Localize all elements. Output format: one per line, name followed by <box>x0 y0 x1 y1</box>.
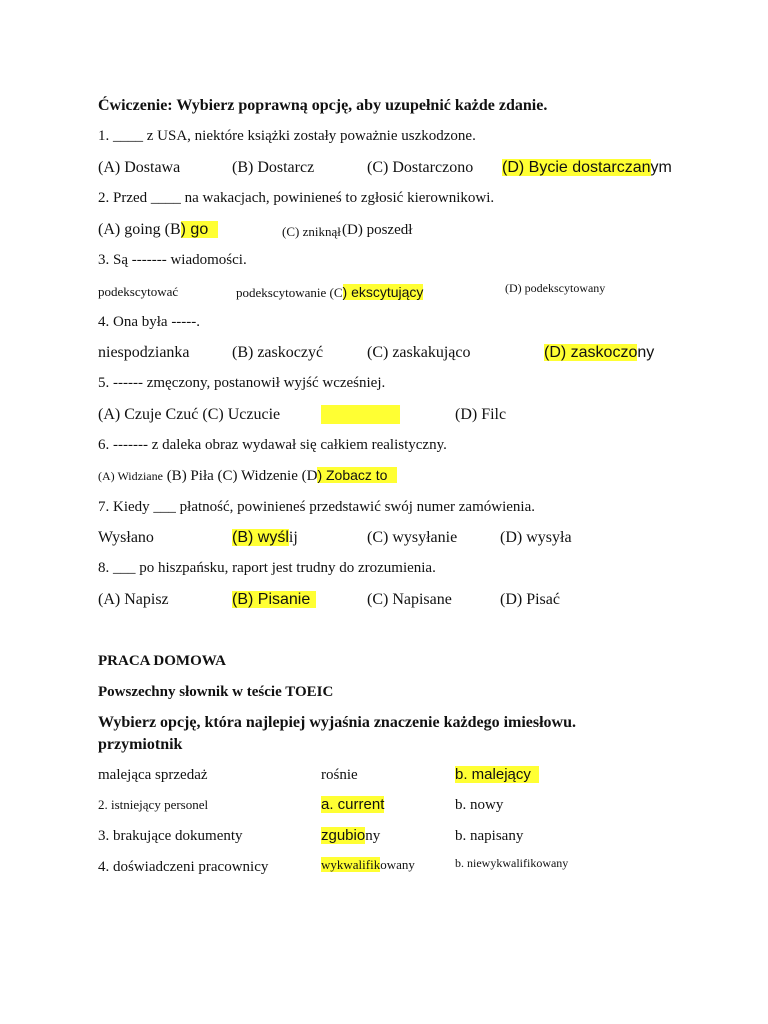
homework-subheading: Powszechny słownik w teście TOEIC <box>98 684 334 700</box>
option-prefix: (A) going (B <box>98 221 181 238</box>
q8-option-b <box>232 590 316 609</box>
option-prefix: (B) Piła (C) Widzenie (D <box>162 468 318 484</box>
q8-option-a: (A) Napisz <box>98 591 169 608</box>
q1-option-b: (B) Dostarcz <box>232 159 315 176</box>
answer-highlight: wykwalifik <box>321 857 381 872</box>
answer-highlight: (B) wyśl <box>232 529 289 546</box>
homework-heading: PRACA DOMOWA <box>98 653 226 669</box>
q8-option-d: (D) Pisać <box>500 591 560 608</box>
answer-highlight: zgubio <box>321 827 366 844</box>
q3-option-bc <box>236 284 423 301</box>
vocab-term-3: 3. brakujące dokumenty <box>98 828 243 844</box>
q3-option-a: podekscytować <box>98 284 179 299</box>
vocab-option-b-2: b. nowy <box>455 797 504 813</box>
q8-option-c: (C) Napisane <box>367 591 452 608</box>
option-prefix: podekscytowanie (C <box>236 285 343 300</box>
question-stem-4: 4. Ona była -----. <box>98 314 201 330</box>
q6-options <box>98 467 397 485</box>
question-stem-8: 8. ___ po hiszpańsku, raport jest trudny do zrozumienia. <box>98 560 436 576</box>
q3-option-d: (D) podekscytowany <box>505 281 606 295</box>
answer-highlight: ) ekscytujący <box>342 284 424 300</box>
vocab-option-b-3: b. napisany <box>455 828 524 844</box>
vocab-option-a-1: rośnie <box>321 767 358 783</box>
answer-highlight: b. malejący <box>455 766 539 783</box>
question-stem-5: 5. ------ zmęczony, postanowił wyjść wcześniej. <box>98 375 386 391</box>
q7-option-d: (D) wysyła <box>500 529 572 546</box>
answer-highlight: (D) zaskoczo <box>544 344 638 361</box>
q4-option-d <box>544 343 654 362</box>
q1-option-c: (C) Dostarczono <box>367 159 474 176</box>
q2-option-c: (C) zniknął <box>282 224 341 239</box>
answer-highlight: ) go <box>181 221 219 238</box>
exercise-title: Ćwiczenie: Wybierz poprawną opcję, aby uzupełnić każde zdanie. <box>98 97 548 114</box>
option-suffix: ij <box>288 529 298 546</box>
question-stem-7: 7. Kiedy ___ płatność, powinieneś przedstawić swój numer zamówienia. <box>98 499 535 515</box>
option-suffix: ym <box>650 159 672 176</box>
q4-option-c: (C) zaskakująco <box>367 344 471 361</box>
question-stem-2: 2. Przed ____ na wakacjach, powinieneś to zgłosić kierownikowi. <box>98 190 495 206</box>
vocab-option-a-4 <box>321 857 415 873</box>
answer-highlight: ) Zobacz to <box>317 467 397 483</box>
q2-option-d: (D) poszedł <box>342 222 413 238</box>
q5-option-abc: (A) Czuje Czuć (C) Uczucie <box>98 406 281 423</box>
answer-highlight: (D) Bycie dostarczan <box>502 159 651 176</box>
question-stem-3: 3. Są ------- wiadomości. <box>98 252 247 268</box>
option-suffix: owany <box>380 857 415 872</box>
vocab-option-b-4: b. niewykwalifikowany <box>455 856 569 870</box>
q1-option-a: (A) Dostawa <box>98 159 181 176</box>
answer-highlight: a. current <box>321 796 385 813</box>
q1-option-d <box>502 158 672 177</box>
vocab-term-1: malejąca sprzedaż <box>98 767 208 783</box>
question-stem-1: 1. ____ z USA, niektóre książki zostały poważnie uszkodzone. <box>98 128 476 144</box>
q4-option-a: niespodzianka <box>98 344 190 361</box>
answer-highlight: (B) Pisanie <box>232 591 316 608</box>
option-suffix: ny <box>637 344 655 361</box>
option-suffix: ny <box>365 828 381 844</box>
q4-option-b: (B) zaskoczyć <box>232 344 324 361</box>
q7-option-c: (C) wysyłanie <box>367 529 458 546</box>
vocab-option-b-1 <box>455 766 539 784</box>
question-stem-6: 6. ------- z daleka obraz wydawał się całkiem realistyczny. <box>98 437 447 453</box>
vocab-option-a-2 <box>321 796 384 814</box>
option-prefix-small: (A) Widziane <box>98 469 163 483</box>
homework-instruction: Wybierz opcję, która najlepiej wyjaśnia znaczenie każdego imiesłowu. <box>98 714 577 731</box>
q7-option-a: Wysłano <box>98 529 154 546</box>
homework-instruction-2: przymiotnik <box>98 736 183 753</box>
vocab-option-a-3 <box>321 827 380 845</box>
vocab-term-4: 4. doświadczeni pracownicy <box>98 859 269 875</box>
vocab-term-2: 2. istniejący personel <box>98 797 209 812</box>
q7-option-b <box>232 528 298 547</box>
q5-option-d: (D) Filc <box>455 406 507 423</box>
q5-empty-highlight <box>321 405 400 429</box>
q2-option-ab <box>98 220 218 239</box>
